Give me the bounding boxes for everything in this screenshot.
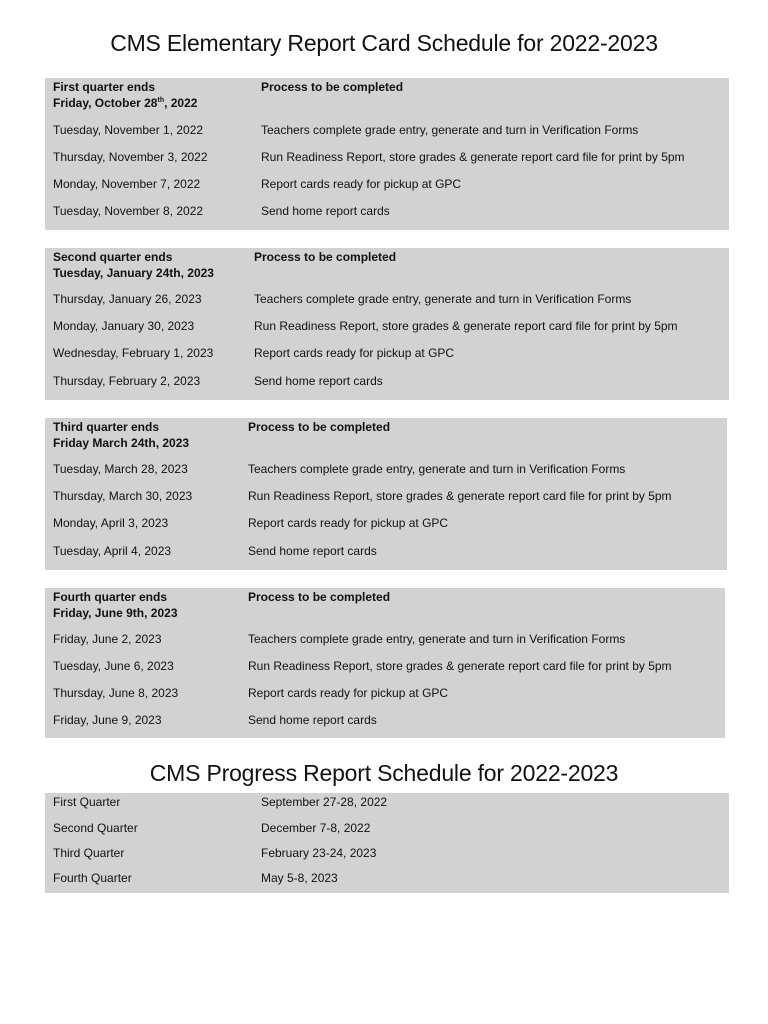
schedule-date: Tuesday, November 8, 2022 [53, 204, 204, 218]
quarter-ends-date: Friday March 24th, 2023 [53, 436, 190, 450]
schedule-date: Friday, June 2, 2023 [53, 632, 162, 646]
quarter-block-4 [45, 588, 725, 738]
page-title: CMS Elementary Report Card Schedule for 2022-2023 [110, 30, 658, 56]
schedule-task: Run Readiness Report, store grades & generate report card file for print by 5pm [261, 150, 685, 164]
quarter-block-1 [45, 78, 729, 230]
progress-quarter: First Quarter [53, 795, 121, 809]
progress-quarter: Third Quarter [53, 846, 125, 860]
schedule-date: Tuesday, November 1, 2022 [53, 123, 204, 137]
progress-dates: February 23-24, 2023 [261, 846, 377, 860]
schedule-date: Tuesday, June 6, 2023 [53, 659, 174, 673]
quarter-ends-label: Fourth quarter ends [53, 590, 168, 604]
progress-schedule-block [45, 793, 729, 893]
quarter-ends-label: Third quarter ends [53, 420, 160, 434]
quarter-ends-label: Second quarter ends [53, 250, 173, 264]
quarter-ends-date: Friday, October 28th, 2022 [53, 96, 198, 110]
schedule-date: Monday, January 30, 2023 [53, 319, 195, 333]
schedule-date: Wednesday, February 1, 2023 [53, 346, 214, 360]
schedule-date: Thursday, March 30, 2023 [53, 489, 193, 503]
schedule-task: Run Readiness Report, store grades & generate report card file for print by 5pm [254, 319, 678, 333]
schedule-date: Friday, June 9, 2023 [53, 713, 162, 727]
progress-title: CMS Progress Report Schedule for 2022-2023 [149, 760, 619, 786]
progress-dates: September 27-28, 2022 [261, 795, 388, 809]
quarter-ends-date: Tuesday, January 24th, 2023 [53, 266, 214, 280]
quarter-block-2 [45, 248, 729, 400]
schedule-task: Run Readiness Report, store grades & generate report card file for print by 5pm [248, 659, 672, 673]
schedule-date: Tuesday, March 28, 2023 [53, 462, 188, 476]
schedule-task: Teachers complete grade entry, generate and turn in Verification Forms [248, 462, 626, 476]
schedule-task: Send home report cards [254, 374, 383, 388]
quarter-ends-date: Friday, June 9th, 2023 [53, 606, 178, 620]
quarter-block-3 [45, 418, 727, 570]
schedule-task: Run Readiness Report, store grades & generate report card file for print by 5pm [248, 489, 672, 503]
schedule-date: Thursday, June 8, 2023 [53, 686, 179, 700]
process-header: Process to be completed [261, 80, 404, 94]
schedule-date: Thursday, November 3, 2022 [53, 150, 208, 164]
schedule-task: Teachers complete grade entry, generate and turn in Verification Forms [261, 123, 639, 137]
schedule-task: Teachers complete grade entry, generate and turn in Verification Forms [254, 292, 632, 306]
schedule-date: Thursday, February 2, 2023 [53, 374, 201, 388]
schedule-date: Thursday, January 26, 2023 [53, 292, 202, 306]
schedule-date: Monday, April 3, 2023 [53, 516, 169, 530]
schedule-task: Report cards ready for pickup at GPC [261, 177, 462, 191]
progress-quarter: Fourth Quarter [53, 871, 132, 885]
progress-quarter: Second Quarter [53, 821, 138, 835]
process-header: Process to be completed [248, 590, 391, 604]
schedule-date: Tuesday, April 4, 2023 [53, 544, 172, 558]
schedule-task: Report cards ready for pickup at GPC [254, 346, 455, 360]
process-header: Process to be completed [248, 420, 391, 434]
schedule-task: Send home report cards [261, 204, 390, 218]
schedule-task: Teachers complete grade entry, generate and turn in Verification Forms [248, 632, 626, 646]
schedule-date: Monday, November 7, 2022 [53, 177, 201, 191]
schedule-task: Send home report cards [248, 544, 377, 558]
quarter-ends-label: First quarter ends [53, 80, 156, 94]
process-header: Process to be completed [254, 250, 397, 264]
schedule-task: Report cards ready for pickup at GPC [248, 516, 449, 530]
progress-dates: May 5-8, 2023 [261, 871, 338, 885]
schedule-task: Send home report cards [248, 713, 377, 727]
schedule-task: Report cards ready for pickup at GPC [248, 686, 449, 700]
progress-dates: December 7-8, 2022 [261, 821, 371, 835]
